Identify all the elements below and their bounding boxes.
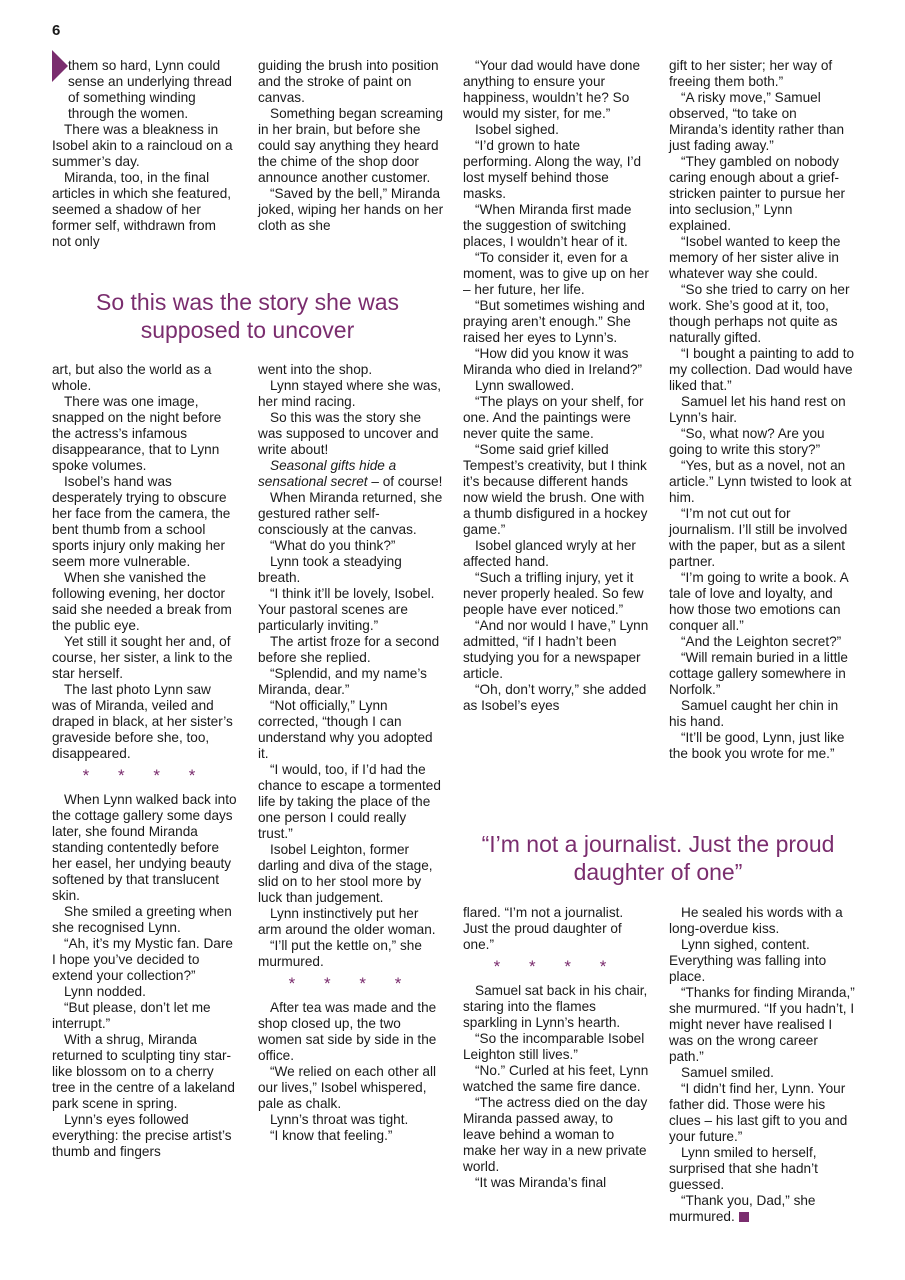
paragraph: “So she tried to carry on her work. She’s good at it, too, though perhaps not quite as naturally gifted. [669,282,850,345]
paragraph: flared. “I’m not a journalist. Just the proud daughter of one.” [463,905,624,952]
column-3-bottom [463,905,649,1191]
paragraph: guiding the brush into position and the stroke of paint on canvas. [258,58,439,105]
paragraph: “And the Leighton secret?” [681,634,842,649]
paragraph: gift to her sister; her way of freeing them both.” [669,58,833,89]
paragraph: “I know that feeling.” [270,1128,393,1143]
paragraph: them so hard, Lynn could sense an underlying thread of something winding through the women. [68,58,232,121]
paragraph [669,1193,855,1225]
paragraph: “But please, don’t let me interrupt.” [52,1000,211,1031]
paragraph: Lynn’s throat was tight. [270,1112,409,1127]
paragraph: “When Miranda first made the suggestion of switching places, I wouldn’t hear of it. [463,202,632,249]
paragraph: Yet still it sought her and, of course, her sister, a link to the star herself. [52,634,233,681]
paragraph: “Saved by the bell,” Miranda joked, wiping her hands on her cloth as she [258,186,444,233]
paragraph: Samuel sat back in his chair, staring into the flames sparkling in Lynn’s hearth. [463,983,648,1030]
paragraph: When she vanished the following evening, her doctor said she needed a break from the public eye. [52,570,232,633]
paragraph: “I think it’ll be lovely, Isobel. Your pastoral scenes are particularly inviting.” [258,586,435,633]
paragraph: “The actress died on the day Miranda passed away, to leave behind a woman to make her way in a new private world. [463,1095,648,1174]
paragraph: “Isobel wanted to keep the memory of her sister alive in whatever way she could. [669,234,841,281]
paragraph: Samuel smiled. [681,1065,774,1080]
column-2-middle [258,362,444,1144]
paragraph: “Yes, but as a novel, not an article.” Lynn twisted to look at him. [669,458,852,505]
paragraph: Samuel let his hand rest on Lynn’s hair. [669,394,846,425]
paragraph: There was a bleakness in Isobel akin to a raincloud on a summer’s day. [52,122,233,169]
paragraph: He sealed his words with a long-overdue kiss. [669,905,843,936]
paragraph: “How did you know it was Miranda who died in Ireland?” [463,346,643,377]
paragraph: “It’ll be good, Lynn, just like the book you wrote for me.” [669,730,845,761]
paragraph: “Splendid, and my name’s Miranda, dear.” [258,666,427,697]
paragraph: So this was the story she was supposed to uncover and write about! [258,410,439,457]
paragraph: “And nor would I have,” Lynn admitted, “if I hadn’t been studying you for a newspaper article. [463,618,649,681]
paragraph: “But sometimes wishing and praying aren’t enough.” She raised her eyes to Lynn’s. [463,298,645,345]
paragraph: “Your dad would have done anything to ensure your happiness, wouldn’t he? So would my sister, for me.” [463,58,641,121]
paragraph: When Miranda returned, she gestured rather self-consciously at the canvas. [258,490,443,537]
paragraph: Lynn’s eyes followed everything: the precise artist’s thumb and fingers [52,1112,232,1159]
end-of-story-square-icon [739,1212,749,1222]
paragraph: “I’d grown to hate performing. Along the way, I’d lost myself behind those masks. [463,138,642,201]
paragraph: “Such a trifling injury, yet it never properly healed. So few people have ever noticed.” [463,570,644,617]
column-3-top [463,58,649,714]
column-4-top [669,58,855,762]
paragraph: “I’m going to write a book. A tale of love and loyalty, and how those two emotions can conquer all.” [669,570,848,633]
paragraph: “It was Miranda’s final [475,1175,607,1190]
paragraph: Isobel Leighton, former darling and diva of the stage, slid on to her stool more by luck than judgement. [258,842,433,905]
paragraph: The artist froze for a second before she replied. [258,634,440,665]
pull-quote-top: So this was the story she was supposed to uncover [96,289,399,343]
paragraph: “I would, too, if I’d had the chance to escape a tormented life by taking the place of the one person I could really trust.” [258,762,441,841]
paragraph: “What do you think?” [270,538,396,553]
paragraph: When Lynn walked back into the cottage gallery some days later, she found Miranda standing contentedly before her easel, her undying beauty softened by that translucent skin. [52,792,237,903]
paragraph: “I didn’t find her, Lynn. Your father did. Those were his clues – his last gift to you and your future.” [669,1081,848,1144]
paragraph: “I bought a painting to add to my collection. Dad would have liked that.” [669,346,855,393]
section-separator: * * * * [288,974,414,993]
paragraph: “Some said grief killed Tempest’s creativity, but I think it’s because different hands now wield the brush. One with a thumb disfigured in a hockey game.” [463,442,648,537]
section-separator: * * * * [493,957,619,976]
paragraph: “To consider it, even for a moment, was to give up on her – her future, her life. [463,250,649,297]
paragraph: She smiled a greeting when she recognised Lynn. [52,904,232,935]
paragraph: Lynn smiled to herself, surprised that she hadn’t guessed. [669,1145,818,1192]
section-separator: * * * * [82,766,208,785]
paragraph: “A risky move,” Samuel observed, “to take on Miranda’s identity rather than just fading away.” [669,90,845,153]
paragraph [258,458,444,490]
column-1-top [52,58,238,250]
paragraph: “So the incomparable Isobel Leighton still lives.” [463,1031,645,1062]
paragraph: “No.” Curled at his feet, Lynn watched the same fire dance. [463,1063,649,1094]
paragraph: Isobel’s hand was desperately trying to obscure her face from the camera, the bent thumb from a school sports injury only making her seem more vulnerable. [52,474,231,569]
paragraph: Lynn instinctively put her arm around the older woman. [258,906,436,937]
paragraph: “Will remain buried in a little cottage gallery somewhere in Norfolk.” [669,650,848,697]
paragraph: There was one image, snapped on the night before the actress’s infamous disappearance, that to Lynn spoke volumes. [52,394,222,473]
paragraph-tail: – of course! [367,474,443,489]
paragraph: “Not officially,” Lynn corrected, “though I can understand why you adopted it. [258,698,433,761]
paragraph: The last photo Lynn saw was of Miranda, veiled and draped in black, at her sister’s graveside before she, too, disappeared. [52,682,233,761]
pull-quote-bottom: “I’m not a journalist. Just the proud daughter of one” [481,831,835,885]
paragraph: went into the shop. [258,362,373,377]
column-1-middle [52,362,238,1160]
paragraph: “Ah, it’s my Mystic fan. Dare I hope you’ve decided to extend your collection?” [52,936,233,983]
paragraph: “They gambled on nobody caring enough about a grief-stricken painter to pursue her into seclusion,” Lynn explained. [669,154,846,233]
paragraph: “I’m not cut out for journalism. I’ll still be involved with the paper, but as a silent partner. [669,506,848,569]
paragraph: Lynn took a steadying breath. [258,554,402,585]
italic-headline: Seasonal gifts hide a sensational secret [258,458,397,489]
paragraph: art, but also the world as a whole. [52,362,212,393]
paragraph: Isobel glanced wryly at her affected hand. [463,538,636,569]
paragraph: Samuel caught her chin in his hand. [669,698,839,729]
column-2-top [258,58,444,234]
paragraph: “We relied on each other all our lives,” Isobel whispered, pale as chalk. [258,1064,436,1111]
paragraph: “The plays on your shelf, for one. And the paintings were never quite the same. [463,394,644,441]
paragraph: After tea was made and the shop closed up, the two women sat side by side in the office. [258,1000,437,1063]
paragraph: Lynn sighed, content. Everything was falling into place. [669,937,827,984]
paragraph: “I’ll put the kettle on,” she murmured. [258,938,422,969]
paragraph: With a shrug, Miranda returned to sculpting tiny star-like blossom on to a cherry tree in the centre of a lakeland park scene in spring. [52,1032,235,1111]
paragraph: “So, what now? Are you going to write this story?” [669,426,825,457]
paragraph: “Thanks for finding Miranda,” she murmured. “If you hadn’t, I might never have realised I was on the wrong career path.” [669,985,855,1064]
paragraph: Something began screaming in her brain, but before she could say anything they heard the chime of the shop door announce another customer. [258,106,444,185]
paragraph: Lynn nodded. [64,984,146,999]
paragraph: Lynn swallowed. [475,378,575,393]
paragraph: Miranda, too, in the final articles in which she featured, seemed a shadow of her former self, withdrawn from not only [52,170,232,249]
column-4-bottom [669,905,855,1225]
paragraph: Isobel sighed. [475,122,559,137]
paragraph: Lynn stayed where she was, her mind racing. [258,378,442,409]
paragraph: “Oh, don’t worry,” she added as Isobel’s eyes [463,682,647,713]
final-line: “Thank you, Dad,” she murmured. [669,1193,816,1224]
page-number: 6 [52,22,61,39]
